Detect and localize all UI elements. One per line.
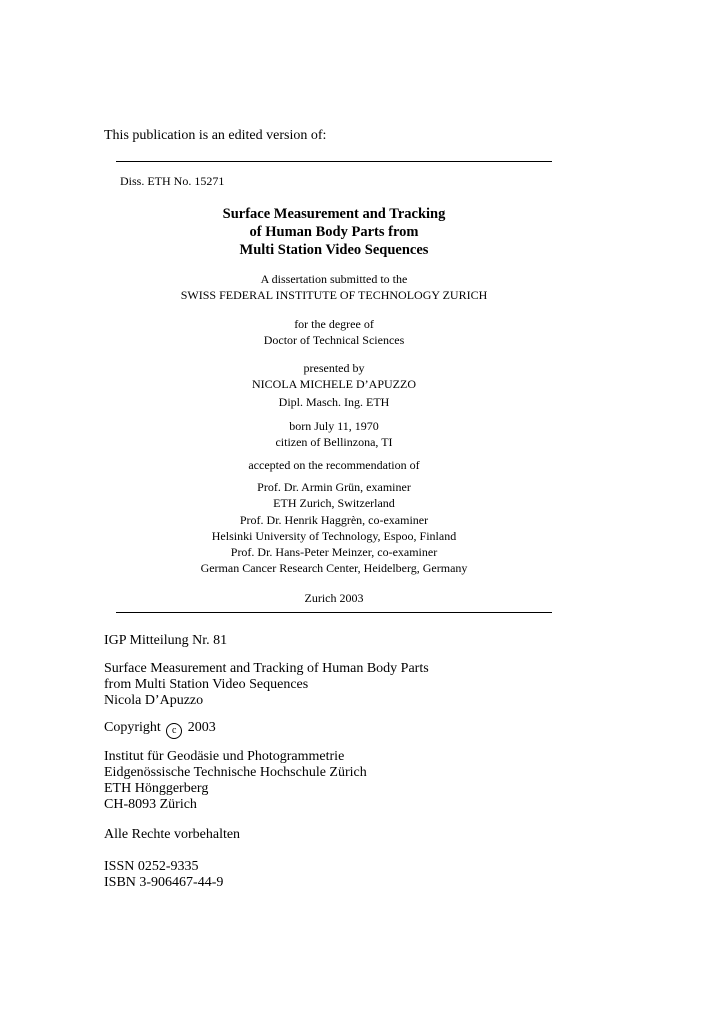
copyright-year: 2003 (187, 720, 216, 735)
examiner-name: Prof. Dr. Hans-Peter Meinzer, co-examiner (230, 545, 438, 559)
degree-line: for the degree of (294, 317, 374, 331)
top-rule (116, 161, 552, 162)
publication-info (104, 661, 429, 709)
title-line: Multi Station Video Sequences (239, 242, 429, 258)
examiner-affiliation: ETH Zurich, Switzerland (273, 495, 395, 510)
institute-name: Institut für Geodäsie und Photogrammetrie (104, 749, 345, 764)
institute-address (104, 749, 367, 813)
examiner-affiliation: Helsinki University of Technology, Espoo, Finland (211, 528, 457, 543)
examiner-block (116, 480, 552, 511)
dissertation-number: Diss. ETH No. 15271 (120, 174, 225, 188)
submission-line: A dissertation submitted to the (260, 272, 408, 286)
copyright-label: Copyright (104, 720, 161, 735)
accepted-block (116, 458, 552, 474)
accepted-line: accepted on the recommendation of (248, 458, 420, 472)
examiner-block (116, 513, 552, 544)
intro-note: This publication is an edited version of: (104, 128, 327, 143)
publication-title-line: Surface Measurement and Tracking of Human Body Parts (104, 661, 429, 676)
rights-notice: Alle Rechte vorbehalten (104, 827, 241, 842)
institution-name: SWISS FEDERAL INSTITUTE OF TECHNOLOGY ZURICH (180, 287, 488, 302)
identifiers (104, 859, 223, 891)
postal-code-city: CH-8093 Zürich (104, 797, 197, 812)
presented-by: presented by (303, 361, 365, 375)
place-year-block (116, 591, 552, 607)
submission-block (116, 272, 552, 303)
qualification: Dipl. Masch. Ing. ETH (278, 395, 390, 409)
examiner-affiliation: German Cancer Research Center, Heidelberg, Germany (200, 560, 468, 575)
university-name: Eidgenössische Technische Hochschule Zürich (104, 765, 367, 780)
copyright-line (104, 720, 216, 739)
isbn: ISBN 3-906467-44-9 (104, 875, 224, 890)
birth-date: born July 11, 1970 (289, 419, 379, 433)
degree-name: Doctor of Technical Sciences (263, 332, 405, 347)
place-year: Zurich 2003 (304, 591, 364, 605)
copyright-icon: c (166, 723, 182, 739)
issn: ISSN 0252-9335 (104, 859, 199, 874)
dissertation-title (116, 205, 552, 259)
qualification-block (116, 395, 552, 411)
examiner-block (116, 545, 552, 576)
birth-block (116, 419, 552, 450)
publication-author: Nicola D’Apuzzo (104, 693, 204, 708)
examiner-name: Prof. Dr. Armin Grün, examiner (257, 480, 411, 494)
series-number: IGP Mitteilung Nr. 81 (104, 633, 228, 648)
title-line: Surface Measurement and Tracking (222, 206, 446, 222)
degree-block (116, 317, 552, 348)
author-name: NICOLA MICHELE D’APUZZO (252, 376, 416, 391)
author-block (116, 361, 552, 392)
citizenship: citizen of Bellinzona, TI (275, 434, 393, 449)
examiner-name: Prof. Dr. Henrik Haggrèn, co-examiner (239, 513, 429, 527)
campus-name: ETH Hönggerberg (104, 781, 209, 796)
bottom-rule (116, 612, 552, 613)
publication-title-line: from Multi Station Video Sequences (104, 677, 309, 692)
title-line: of Human Body Parts from (249, 224, 419, 240)
